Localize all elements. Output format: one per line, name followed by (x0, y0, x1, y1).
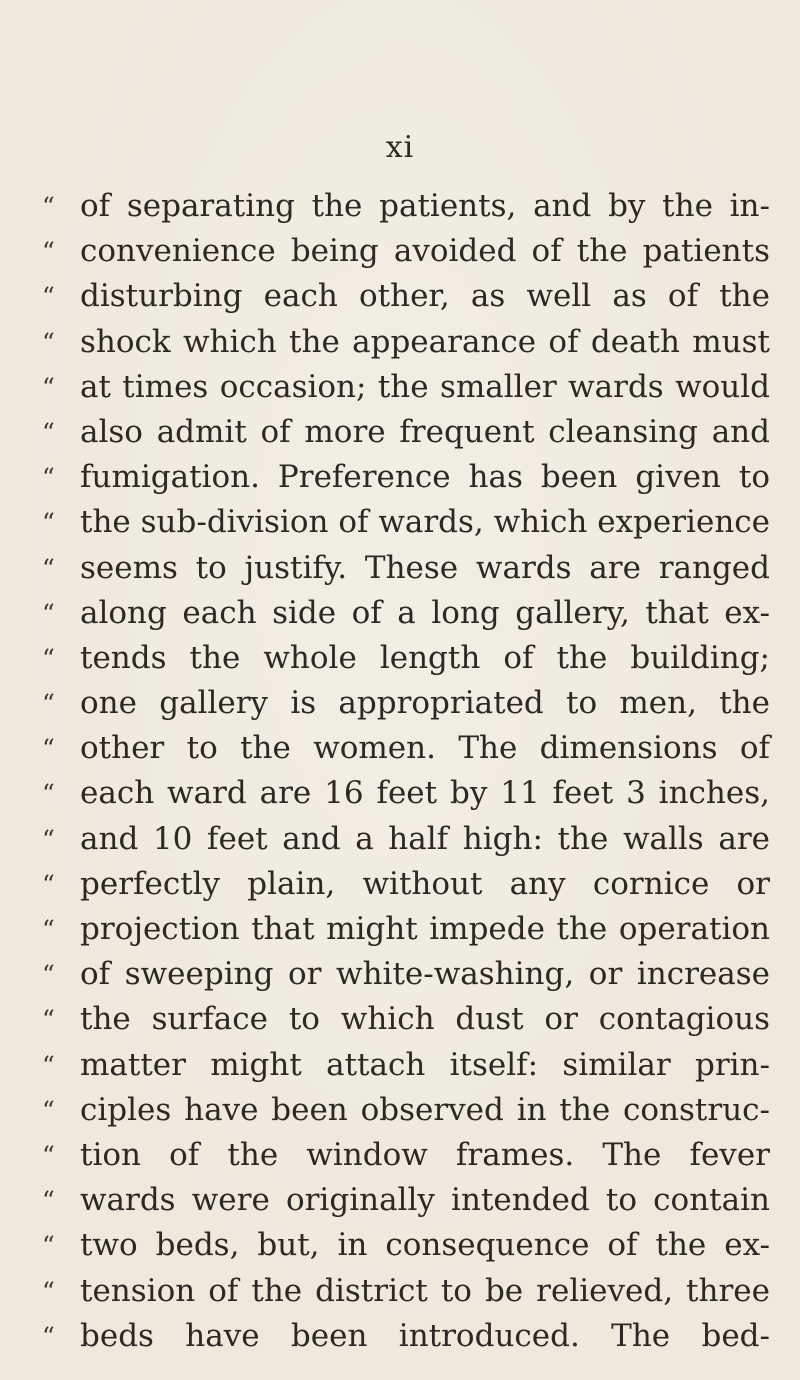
line-text: the sub-division of wards, which experience (80, 504, 770, 541)
text-line (0, 320, 800, 365)
quote-mark: “ (42, 282, 55, 312)
line-text: convenience being avoided of the patients (80, 233, 770, 270)
line-text: disturbing each other, as well as of the (80, 278, 770, 315)
text-line (0, 455, 800, 500)
line-text: one gallery is appropriated to men, the (80, 685, 770, 722)
text-line (0, 410, 800, 455)
line-text: seems to justify. These wards are ranged (80, 549, 770, 586)
text-line (0, 1223, 800, 1268)
text-line (0, 997, 800, 1042)
line-text: tension of the district to be relieved, three (80, 1272, 770, 1309)
text-line (0, 1269, 800, 1314)
quote-mark: “ (42, 1231, 55, 1261)
text-line (0, 184, 800, 229)
line-text: other to the women. The dimensions of (80, 730, 770, 767)
line-text: ciples have been observed in the construc- (80, 1091, 770, 1128)
quote-mark: “ (42, 372, 55, 402)
text-line (0, 1314, 800, 1359)
quote-mark: “ (42, 643, 55, 673)
quote-mark: “ (42, 689, 55, 719)
text-line (0, 274, 800, 319)
quote-mark: “ (42, 1050, 55, 1080)
text-line (0, 229, 800, 274)
line-text: wards were originally intended to contain (80, 1182, 770, 1219)
text-line (0, 636, 800, 681)
text-line (0, 546, 800, 591)
line-text: the surface to which dust or contagious (80, 1001, 770, 1038)
text-line (0, 1178, 800, 1223)
quote-mark: “ (42, 463, 55, 493)
line-text: shock which the appearance of death must (80, 323, 770, 360)
text-line (0, 952, 800, 997)
quote-mark: “ (42, 1186, 55, 1216)
quote-mark: “ (42, 1140, 55, 1170)
text-line (0, 1043, 800, 1088)
quote-mark: “ (42, 960, 55, 990)
text-line (0, 681, 800, 726)
text-line (0, 771, 800, 816)
quote-mark: “ (42, 1321, 55, 1351)
text-line (0, 907, 800, 952)
quote-mark: “ (42, 1095, 55, 1125)
line-text: at times occasion; the smaller wards would (80, 368, 770, 405)
text-line (0, 591, 800, 636)
body-text (0, 184, 800, 1359)
quote-mark: “ (42, 327, 55, 357)
quote-mark: “ (42, 598, 55, 628)
quote-mark: “ (42, 734, 55, 764)
line-text: each ward are 16 feet by 11 feet 3 inches, (80, 775, 770, 812)
line-text: tends the whole length of the building; (80, 639, 770, 676)
text-line (0, 1088, 800, 1133)
quote-mark: “ (42, 779, 55, 809)
line-text: matter might attach itself: similar prin- (80, 1046, 770, 1083)
text-line (0, 726, 800, 771)
line-text: along each side of a long gallery, that ex- (80, 594, 770, 631)
line-text: of sweeping or white-washing, or increase (80, 956, 770, 993)
line-text: projection that might impede the operation (80, 911, 770, 947)
line-text: fumigation. Preference has been given to (80, 459, 770, 496)
text-line (0, 1133, 800, 1178)
quote-mark: “ (42, 1276, 55, 1306)
text-line (0, 365, 800, 410)
line-text: of separating the patients, and by the in- (80, 188, 770, 224)
text-line (0, 862, 800, 907)
quote-mark: “ (42, 915, 55, 944)
line-text: two beds, but, in consequence of the ex- (80, 1227, 770, 1264)
line-text: beds have been introduced. The bed- (80, 1317, 770, 1354)
quote-mark: “ (42, 1005, 55, 1035)
quote-mark: “ (42, 192, 55, 221)
line-text: tion of the window frames. The fever (80, 1136, 770, 1173)
quote-mark: “ (42, 508, 55, 538)
quote-mark: “ (42, 417, 55, 447)
quote-mark: “ (42, 824, 55, 854)
line-text: perfectly plain, without any cornice or (80, 865, 770, 902)
line-text: also admit of more frequent cleansing and (80, 413, 770, 450)
quote-mark: “ (42, 869, 55, 899)
text-line (0, 817, 800, 862)
page-number: xi (385, 130, 415, 165)
quote-mark: “ (42, 237, 55, 267)
line-text: and 10 feet and a half high: the walls are (80, 820, 770, 857)
quote-mark: “ (42, 553, 55, 583)
text-line (0, 500, 800, 545)
